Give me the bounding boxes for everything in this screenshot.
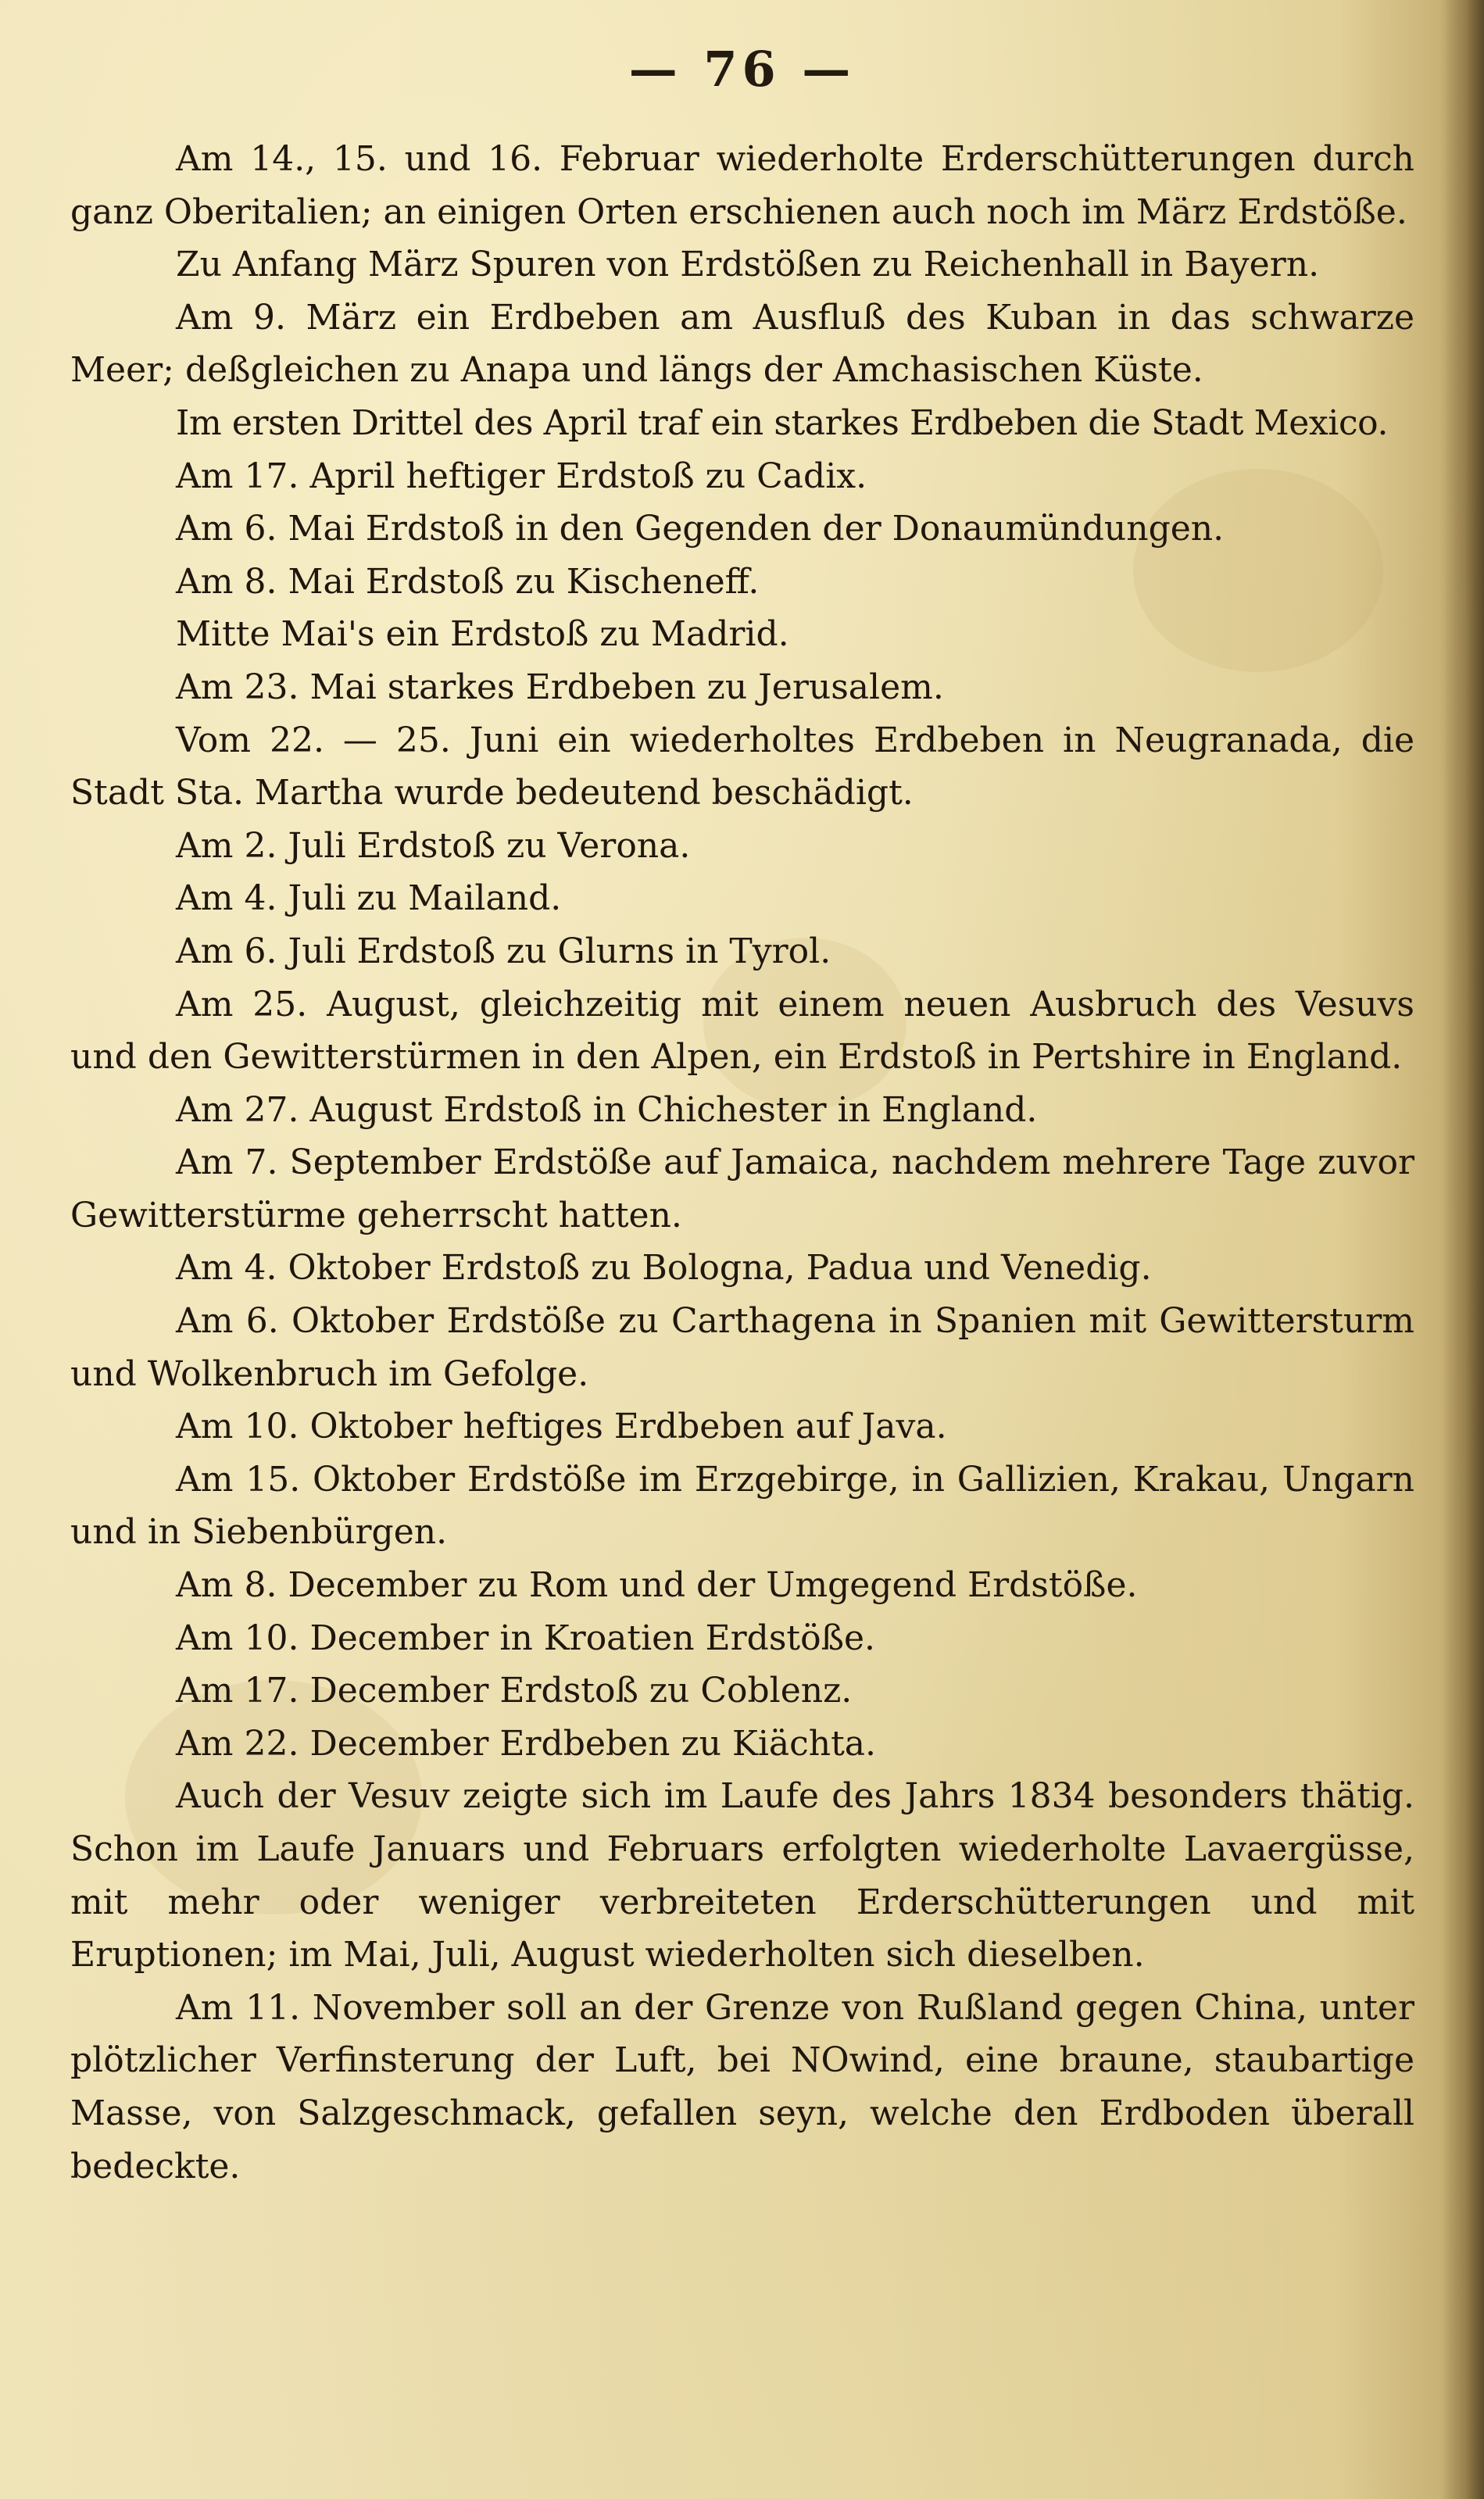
chronicle-entry: Am 11. November soll an der Grenze von Rußland gegen China, unter plötzlicher Verfinsterung der Luft, bei NOwind, eine braune, staubartige Masse, von Salzgeschmack, gefallen seyn, welche den Erdboden überall bedeckte. (70, 1987, 1414, 2186)
page-number: — 76 — (628, 41, 856, 98)
chronicle-entry: Am 6. Mai Erdstoß in den Gegenden der Donaumündungen. (176, 509, 1225, 549)
chronicle-entry: Am 25. August, gleichzeitig mit einem neuen Ausbruch des Vesuvs und den Gewitterstürmen in den Alpen, ein Erdstoß in Pertshire in England. (70, 984, 1414, 1078)
chronicle-entry: Auch der Vesuv zeigte sich im Laufe des Jahrs 1834 besonders thätig. Schon im Laufe Januars und Februars erfolgten wiederholte Lavaergüsse, mit mehr oder weniger verbreiteten Erderschütterungen und mit Eruptionen; im Mai, Juli, August wiederholten sich dieselben. (70, 1776, 1414, 1975)
chronicle-entry: Am 6. Oktober Erdstöße zu Carthagena in Spanien mit Gewittersturm und Wolkenbruch im Gefolge. (70, 1301, 1414, 1394)
chronicle-text (70, 133, 1414, 2193)
chronicle-entry: Am 15. Oktober Erdstöße im Erzgebirge, in Gallizien, Krakau, Ungarn und in Siebenbürgen. (70, 1459, 1414, 1553)
chronicle-entry: Am 8. December zu Rom und der Umgegend Erdstöße. (176, 1565, 1138, 1606)
chronicle-entry: Vom 22. — 25. Juni ein wiederholtes Erdbeben in Neugranada, die Stadt Sta. Martha wurde bedeutend beschädigt. (70, 720, 1414, 813)
chronicle-entry: Am 22. December Erdbeben zu Kiächta. (176, 1723, 877, 1764)
chronicle-entry: Am 17. April heftiger Erdstoß zu Cadix. (176, 456, 867, 496)
chronicle-entry: Am 17. December Erdstoß zu Coblenz. (176, 1671, 853, 1711)
chronicle-entry: Am 23. Mai starkes Erdbeben zu Jerusalem. (176, 667, 944, 707)
chronicle-entry: Am 4. Juli zu Mailand. (176, 878, 562, 919)
chronicle-entry: Am 8. Mai Erdstoß zu Kischeneff. (176, 561, 760, 602)
chronicle-entry: Am 14., 15. und 16. Februar wiederholte Erderschütterungen durch ganz Oberitalien; an einigen Orten erschienen auch noch im März Erdstöße. (70, 139, 1414, 232)
book-gutter-shadow (1443, 0, 1484, 2499)
chronicle-entry: Am 9. März ein Erdbeben am Ausfluß des Kuban in das schwarze Meer; deßgleichen zu Anapa und längs der Amchasischen Küste. (70, 297, 1414, 391)
chronicle-entry: Am 27. August Erdstoß in Chichester in England. (176, 1089, 1038, 1130)
chronicle-entry: Am 10. December in Kroatien Erdstöße. (176, 1618, 876, 1658)
chronicle-entry: Mitte Mai's ein Erdstoß zu Madrid. (176, 614, 789, 655)
chronicle-entry: Am 6. Juli Erdstoß zu Glurns in Tyrol. (176, 931, 831, 971)
chronicle-entry: Zu Anfang März Spuren von Erdstößen zu Reichenhall in Bayern. (176, 245, 1320, 285)
chronicle-entry: Am 10. Oktober heftiges Erdbeben auf Java. (176, 1407, 947, 1447)
chronicle-entry: Am 7. September Erdstöße auf Jamaica, nachdem mehrere Tage zuvor Gewitterstürme geherrscht hatten. (70, 1142, 1414, 1235)
chronicle-entry: Im ersten Drittel des April traf ein starkes Erdbeben die Stadt Mexico. (176, 402, 1389, 443)
chronicle-entry: Am 4. Oktober Erdstoß zu Bologna, Padua und Venedig. (176, 1248, 1152, 1289)
chronicle-entry: Am 2. Juli Erdstoß zu Verona. (176, 825, 691, 866)
